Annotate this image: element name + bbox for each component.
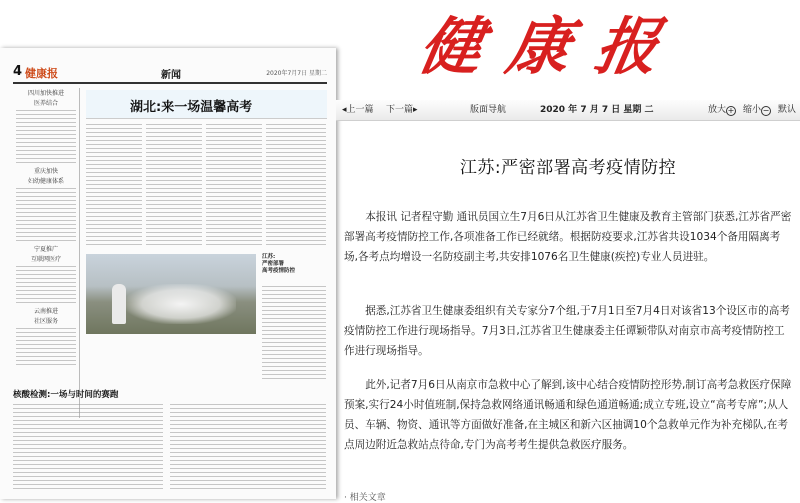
article-paragraph: 据悉,江苏省卫生健康委组织有关专家分7个组,于7月1日至7月4日对该省13个设区市的高考疫情防控工作进行现场指导。7月3日,江苏省卫生健康委主任谭颖带队对南京市高考疫情防控工作进行现场指导。	[344, 305, 790, 357]
side-title-line: 高考疫情防控	[262, 268, 296, 274]
paper-left-column	[13, 88, 80, 418]
zoom-in-button[interactable]	[708, 100, 736, 120]
paper-banner[interactable]	[86, 90, 327, 119]
text-block	[16, 110, 76, 166]
text-block	[266, 124, 326, 248]
prev-label: 上一篇	[346, 105, 374, 115]
left-story-title[interactable]: 医养结合	[33, 100, 58, 107]
text-block	[262, 286, 326, 382]
paper-section: 新闻	[161, 70, 181, 81]
arrow-left-icon: ◂	[342, 105, 347, 115]
prev-article-link[interactable]	[342, 100, 374, 120]
page-nav-link[interactable]: 版面导航	[470, 105, 507, 115]
zoom-in-label: 放大	[708, 105, 727, 115]
plus-icon: +	[727, 106, 735, 115]
article-paragraph: 此外,记者7月6日从南京市急救中心了解到,该中心结合疫情防控形势,制订高考急救医疗保障预案,实行24小时值班制,保持急救网络通讯畅通和绿色通道畅通;成立专班,设立“高考专席”;从人员、车辆、物资、通讯等方面做好准备,在主城区和新六区抽调10个急救单元作为补充梯队,在考点周边附近急救站点待命,专门为高考考生提供急救医疗服务。	[344, 379, 792, 451]
article-paragraph: 本报讯 记者程守勤 通讯员国立生7月6日从江苏省卫生健康及教育主管部门获悉,江苏省严密部署高考疫情防控工作,各项准备工作已经就绪。根据防疫要求,江苏省共设1034个备用隔离考场,各考点均增设一名防疫副主考,共安排1076名卫生健康(疾控)专业人员进驻。	[344, 211, 792, 263]
left-story-title[interactable]: 四川加快推进	[27, 90, 64, 97]
left-story-title[interactable]: 宁夏推广	[33, 246, 58, 253]
masthead	[380, 0, 800, 100]
text-block	[146, 124, 202, 248]
next-article-link[interactable]	[386, 100, 418, 120]
side-title-line: 严密部署	[262, 261, 285, 267]
text-block	[16, 328, 76, 368]
text-block	[16, 266, 76, 306]
paper-page-number: 4	[13, 64, 23, 79]
text-block	[13, 404, 163, 492]
paper-header	[13, 66, 327, 84]
left-story-title[interactable]: 社区服务	[33, 318, 58, 325]
reset-zoom-button[interactable]: 默认	[778, 105, 797, 115]
article-title: 江苏:严密部署高考疫情防控	[459, 158, 677, 178]
left-story-title[interactable]: 云南推进	[33, 308, 58, 315]
worker-figure	[112, 284, 126, 324]
left-story-title[interactable]: 妇幼健康体系	[27, 178, 64, 185]
next-label: 下一篇	[386, 105, 414, 115]
side-title-line: 江苏:	[262, 254, 276, 260]
article	[336, 121, 800, 503]
newspaper-page-thumbnail[interactable]	[0, 48, 336, 499]
issue-date: 2020 年 7 月 7 日 星期 二	[540, 105, 654, 115]
text-block	[86, 124, 142, 248]
arrow-right-icon: ▸	[413, 105, 418, 115]
zoom-out-label: 缩小	[743, 105, 762, 115]
zoom-out-button[interactable]	[743, 100, 771, 120]
paper-bottom-story-title[interactable]: 核酸检测:一场与时间的赛跑	[13, 390, 119, 400]
navigation-toolbar	[336, 100, 800, 121]
minus-icon: −	[762, 106, 770, 115]
left-story-title[interactable]: 重庆加快	[33, 168, 58, 175]
text-block	[170, 404, 326, 492]
left-story-title[interactable]: 互联网医疗	[30, 256, 61, 263]
related-articles-link[interactable]: · 相关文章	[344, 493, 386, 503]
masthead-logo: 健康报	[413, 10, 691, 83]
paper-logo: 健康报	[25, 67, 58, 80]
paper-banner-title: 湖北:来一场温馨高考	[130, 100, 253, 115]
text-block	[206, 124, 262, 248]
text-block	[16, 188, 76, 244]
disinfection-spray	[126, 284, 236, 324]
paper-date: 2020年7月7日 星期二	[266, 70, 327, 77]
paper-photo[interactable]	[86, 254, 256, 334]
paper-side-title[interactable]	[262, 254, 326, 280]
